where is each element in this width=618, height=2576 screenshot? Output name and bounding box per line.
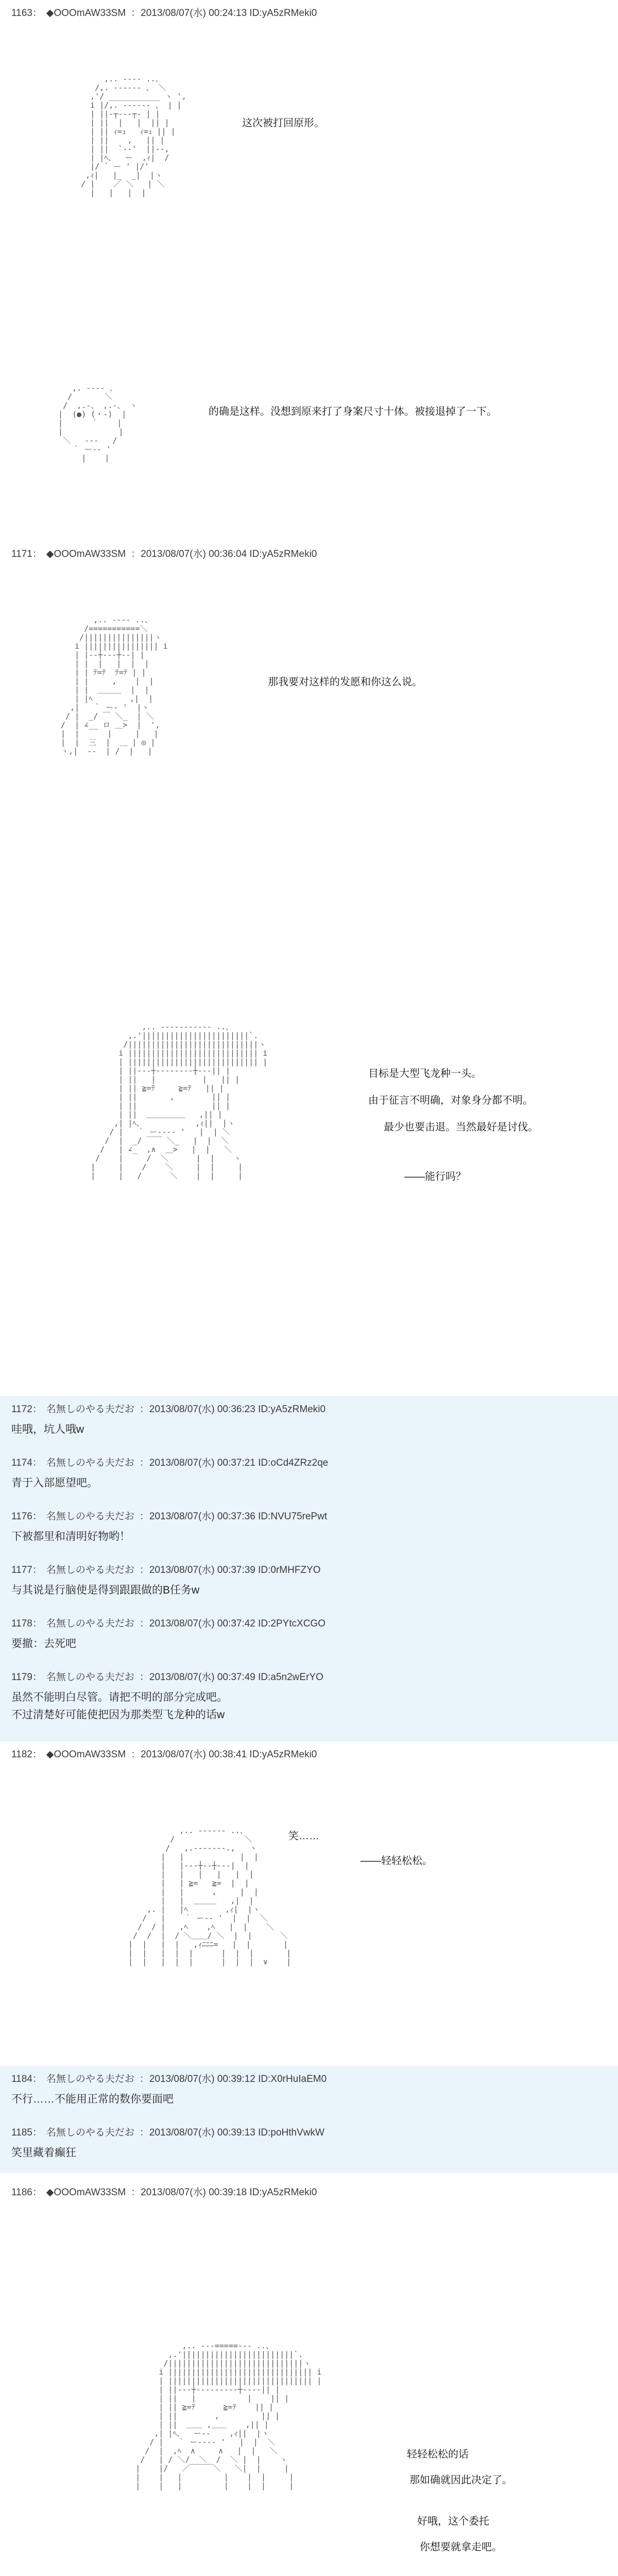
post-number[interactable]: 1178： [11, 1618, 42, 1629]
dialogue-line: ——轻轻松松。 [360, 1855, 433, 1867]
comment-text: 哇哦，坑人哦w [11, 1423, 84, 1435]
poster-name: 名無しのやる夫だお [46, 1565, 134, 1575]
post-number[interactable]: 1172： [11, 1404, 42, 1415]
post-meta: ：2013/08/07(水) 00:36:23 ID:yA5zRMeki0 [139, 1404, 326, 1415]
dialogue-line: 目标是大型飞龙种一头。 [368, 1068, 482, 1079]
post-meta: ：2013/08/07(水) 00:37:21 ID:oCd4ZRz2qe [139, 1458, 329, 1468]
post-meta: ：2013/08/07(水) 00:37:39 ID:0rMHFZYO [139, 1565, 321, 1575]
post-header [11, 2184, 317, 2198]
poster-name: 名無しのやる夫だお [46, 2074, 134, 2084]
post-header [11, 1562, 321, 1576]
comment-text: 下被都里和清明好物哟！ [11, 1531, 130, 1543]
comment-1179 [0, 1664, 618, 1741]
post-face-panel [0, 330, 618, 526]
comment-text: 不行……不能用正常的数你要面吧 [11, 2093, 174, 2105]
poster-name: 名無しのやる夫だお [46, 1672, 134, 1683]
post-header [11, 1747, 317, 1760]
comment-1174 [0, 1450, 618, 1503]
dialogue-line: 你想要就拿走吧。 [420, 2541, 502, 2553]
post-1186 [0, 2179, 618, 2576]
post-meta: ：2013/08/07(水) 00:39:18 ID:yA5zRMeki0 [131, 2187, 317, 2198]
post-header [11, 1509, 327, 1522]
poster-name: 名無しのやる夫だお [46, 1511, 134, 1522]
comment-text: 青于入部愿望吧。 [11, 1477, 98, 1489]
poster-name: ◆OOOmAW33SM [46, 1749, 126, 1760]
comment-1176 [0, 1503, 618, 1557]
post-meta: ：2013/08/07(水) 00:36:04 ID:yA5zRMeki0 [131, 549, 317, 560]
ascii-art: ,. -‐‐- 、 / ＼ / ,.-、 ,.-、 ヽ | (●) (・-) | | ｀ | | | ＼ ‐‐‐ / ｀ ー‐‐ ' | | [58, 383, 138, 463]
dialogue-line: 笑…… [288, 1831, 319, 1842]
dialogue-line: 好哦，这个委托 [417, 2516, 489, 2527]
comment-1184 [0, 2066, 618, 2120]
post-number[interactable]: 1177： [11, 1565, 42, 1575]
comment-text: 与其说是行脑使是得到跟跟做的B任务w [11, 1584, 200, 1596]
post-number[interactable]: 1163： [11, 8, 42, 19]
post-number[interactable]: 1174： [11, 1458, 42, 1468]
comment-text [11, 1689, 228, 1724]
post-header [11, 1669, 323, 1683]
post-meta: ：2013/08/07(水) 00:37:49 ID:a5n2wErYO [139, 1672, 323, 1683]
poster-name: 名無しのやる夫だお [46, 1618, 134, 1629]
poster-name: ◆OOOmAW33SM [46, 8, 126, 19]
post-number[interactable]: 1179： [11, 1672, 42, 1683]
comment-1172 [0, 1396, 618, 1450]
comment-1178 [0, 1611, 618, 1664]
dialogue-line: 这次被打回原形。 [242, 117, 324, 129]
post-1163 [0, 0, 618, 268]
comment-line: 不过清楚好可能使把因为那类型飞龙种的话w [11, 1709, 225, 1721]
post-meta: ：2013/08/07(水) 00:39:13 ID:poHthVwkW [139, 2127, 324, 2138]
post-meta: ：2013/08/07(水) 00:37:42 ID:2PYtcXCGO [139, 1618, 326, 1629]
poster-name: ◆OOOmAW33SM [46, 2187, 126, 2198]
ascii-art: ,.. -‐‐‐‐- ..、 / ＼ / ,.-‐‐‐‐‐-., ヽ | | | | | |‐‐‐┼‐‐┼‐‐‐| | | | | | | | | | ≧= ≧= | | | | , | | | | ＿＿＿ ,| | ,. | |ﾍ ,ｨ| |ヽ / | ｀ ー‐‐ ' | | ＼ / / | ,ﾍ ,ﾍ | | ＼ / / | / ＼＿＿/ ＼ | | ＼ | | | | ,ｨﾆﾆﾆ= | | | | | | | | | | | | | | | | | | | | ∨ | [128, 1826, 291, 1967]
dialogue-line: 由于征言不明确，对象身分都不明。 [368, 1095, 533, 1106]
post-number[interactable]: 1182： [11, 1749, 42, 1760]
post-header [11, 546, 317, 560]
post-meta: ：2013/08/07(水) 00:24:13 ID:yA5zRMeki0 [131, 8, 317, 19]
post-number[interactable]: 1176： [11, 1511, 42, 1522]
post-header [11, 2125, 324, 2139]
ascii-art: ,.. -‐‐- ..、 /,. -‐‐‐‐- 、 ＼ ,'/ ___________ ヽ ', i |/,. -‐‐‐‐- 、 | | | ||‐┬‐‐‐┬‐ | | | || | | || | | || ｨ=ｭ ｨ=ｭ || | | || , || | | || `--' ||‐-, | |ﾍ、 ー ,ｨ| / |/ ` ー ' |/' ,ｨ| |_ _| |ヽ / | ／ ＼ | ＼ | | | | [81, 74, 186, 197]
ascii-art: ,.. -‐‐‐‐‐‐‐‐‐- ..、 ,.'|||||||||||||||||||||||`. /||||||||||||||||||||||||||||ヽ i |||||||||||||||||||||||||||| i | |||||||||||||||||||||||||||| | | ||‐‐‐┼‐‐‐‐‐‐‐‐┼‐‐‐|| | | || | | || | | || ≧=ﾃ ≧=ﾃ || | | || , || | | || || | | || ＿＿＿＿＿ ,|| | ,| |ﾍ、 ,ｨ|| |ヽ / | ｀ ー‐‐‐‐ ' | | ＼ / | _/ ￣￣ ＼_ | | ＼ / | ∠_ ,∧ ＿> | | ＼ / | / ＼ | | ヽ | | / ＼ | | | | | / ＼ | | | [91, 1022, 268, 1180]
post-number[interactable]: 1184： [11, 2074, 42, 2084]
post-number[interactable]: 1185： [11, 2127, 42, 2138]
post-1171 [0, 541, 618, 912]
dialogue-line: 那我要对这样的发愿和你这么说。 [268, 676, 422, 688]
post-header [11, 1455, 328, 1469]
post-meta: ：2013/08/07(水) 00:39:12 ID:X0rHuIaEM0 [139, 2074, 327, 2084]
comment-text: 要撤：去死吧 [11, 1638, 76, 1650]
dialogue-line: ——能行吗？ [404, 1171, 466, 1182]
post-header [11, 2071, 327, 2085]
dialogue-line: 那如确就因此决定了。 [409, 2475, 512, 2486]
post-number[interactable]: 1186： [11, 2187, 42, 2198]
poster-name: ◆OOOmAW33SM [46, 549, 126, 560]
post-header [11, 1401, 325, 1415]
post-number[interactable]: 1171： [11, 549, 42, 560]
post-meta: ：2013/08/07(水) 00:37:36 ID:NVU75rePwt [139, 1511, 328, 1522]
ascii-art: ,.. -‐‐‐ ..、 /===========＼ /|||||||||||||||ヽ i |||||||||||||||| i | |‐‐┼‐‐‐┼‐‐| | | | | | | | | | ﾃ=ﾃ ﾃ=ﾃ | | | | , | | | | ＿＿＿ | | | |ﾍ ,| | ,| ｀ ー‐ ' |ヽ / | _/ ￣ ＼_ | ＼ / | ∠__ ロ ＿> | ', | | | | | | | 三 | ＿ | ◎ | ヽ,| ‐‐ | / | | [61, 615, 168, 756]
comment-line: 虽然不能明白尽管。请把不明的部分完成吧。 [11, 1691, 228, 1703]
dialogue-line: 最少也要击退。当然最好是讨伐。 [384, 1122, 538, 1133]
poster-name: 名無しのやる夫だお [46, 1404, 134, 1415]
comment-text: 笑里藏着癫狂 [11, 2147, 76, 2159]
dialogue-line: 的确是这样。没想到原来打了身案尺寸十体。被接退掉了一下。 [209, 406, 497, 417]
comment-1185 [0, 2120, 618, 2173]
poster-name: 名無しのやる夫だお [46, 2127, 134, 2138]
ascii-art: ,.. -‐‐=====‐‐- ..、 ,.'||||||||||||||||||||||||`. /|||||||||||||||||||||||||||||ヽ i ||||||||||||||||||||||||||||||| i | ||||||||||||||||||||||||||||||| | | ||‐‐‐┼‐‐‐‐‐‐‐‐‐┼‐‐‐‐|| | | || | | || | | || ≧=ﾃ ≧=ﾃ || | | || , || | | || ＿＿ ,＿＿ ,|| | ,| |ﾍ、 ー‐‐ ,ｨ|| |ヽ / | ｀ ー‐‐‐‐ ' | | ＼ / | ,ﾍ ∧ ∧ | | ＼ / | / ＼/ ＼ / ＼ | | ヽ | |/ ／￣￣￣＼ ＼| | | | | | | | | | | | | | | | | [135, 2341, 322, 2490]
post-header [11, 5, 317, 19]
poster-name: 名無しのやる夫だお [46, 1458, 134, 1468]
dialogue-line: 轻轻松松的话 [407, 2449, 469, 2460]
comment-1177 [0, 1557, 618, 1611]
post-header [11, 1616, 325, 1630]
post-target-panel [0, 979, 618, 1350]
post-meta: ：2013/08/07(水) 00:38:41 ID:yA5zRMeki0 [131, 1749, 317, 1760]
post-1182 [0, 1741, 618, 2061]
